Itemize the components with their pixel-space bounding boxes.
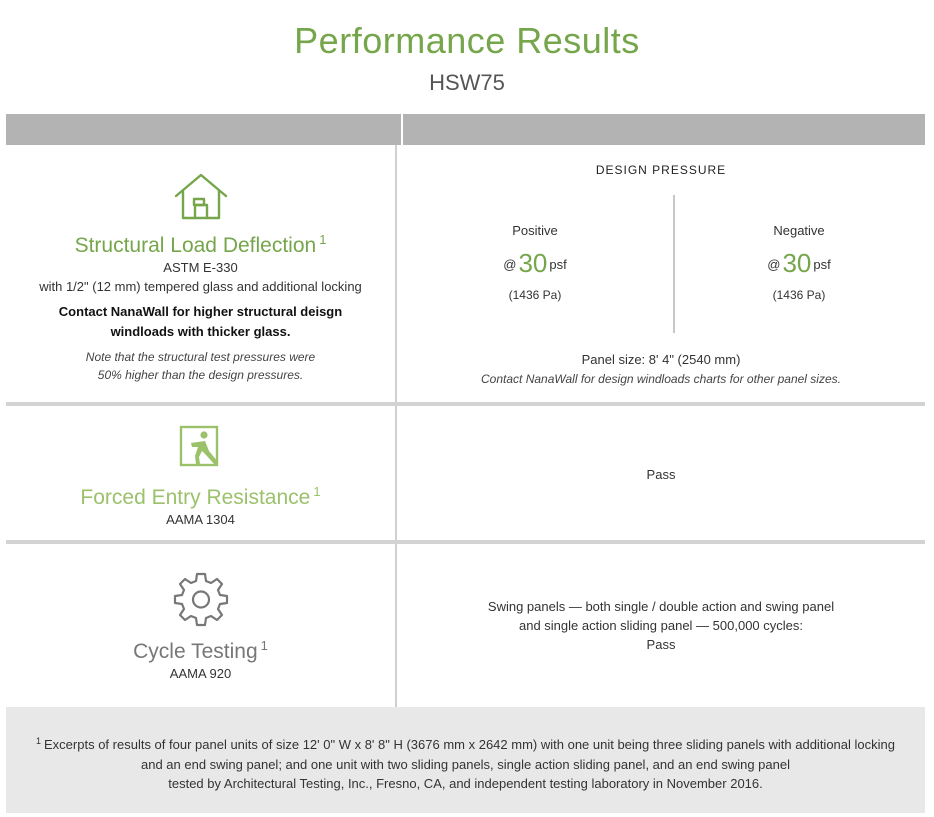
gear-icon (172, 570, 230, 628)
footnote-line-3: tested by Architectural Testing, Inc., Fresno, CA, and independent testing laboratory in November 2016. (168, 776, 763, 791)
cycle-left-cell (6, 570, 395, 683)
cycle-result-2: and single action sliding panel — 500,000 cycles: (518, 618, 803, 633)
cycle-result-3: Pass (646, 637, 676, 652)
page-subtitle: HSW75 (429, 70, 505, 95)
house-icon (172, 172, 230, 222)
forced-entry-result: Pass (646, 467, 676, 482)
panel-size: Panel size: 8' 4" (2540 mm) (581, 352, 741, 367)
table-header-bar (6, 114, 925, 145)
cycle-result-1: Swing panels — both single / double action and swing panel (487, 599, 835, 614)
cycle-title: Cycle Testing $^1$ (133, 638, 268, 663)
negative-pressure (699, 223, 899, 302)
structural-left-cell (6, 172, 395, 384)
footnote-line-2: and an end swing panel; and one unit with two sliding panels, single action sliding panel, and an end swing panel (140, 756, 790, 772)
positive-label: Positive (512, 223, 558, 238)
forced-entry-left-cell (6, 424, 395, 529)
row-separator (6, 402, 925, 406)
negative-value: @30 psf (767, 248, 831, 278)
positive-value: @30 psf (503, 248, 567, 278)
pressure-divider (673, 195, 675, 333)
forced-entry-standard: AAMA 1304 (166, 512, 235, 527)
structural-standard: ASTM E-330 (163, 260, 238, 275)
cycle-standard: AAMA 920 (169, 666, 232, 681)
negative-label: Negative (773, 223, 825, 238)
forced-entry-icon (178, 424, 224, 472)
structural-contact-1: Contact NanaWall for higher structural deisgn (58, 304, 343, 319)
structural-note-1: Note that the structural test pressures were (85, 350, 316, 364)
structural-title: Structural Load Deflection $^1$ (74, 232, 327, 257)
design-pressure-heading: DESIGN PRESSURE (595, 163, 727, 177)
structural-note-2: 50% higher than the design pressures. (97, 368, 304, 382)
row-separator (6, 540, 925, 544)
positive-pa: (1436 Pa) (508, 288, 562, 302)
positive-pressure (435, 223, 635, 302)
structural-contact-2: windloads with thicker glass. (110, 324, 291, 339)
page-title: Performance Results (294, 20, 640, 61)
footnote-line-1: $^1$ Excerpts of results of four panel units of size 12' 0" W x 8' 8" H (3676 mm x 2642 mm) with one unit being three sliding panels with additional locking (36, 736, 895, 752)
footnote (6, 707, 925, 813)
header-divider (401, 114, 403, 145)
panel-size-contact: Contact NanaWall for design windloads charts for other panel sizes. (481, 372, 841, 386)
forced-entry-result-cell (397, 465, 925, 484)
structural-description: with 1/2" (12 mm) tempered glass and additional locking (39, 279, 362, 294)
negative-pa: (1436 Pa) (772, 288, 826, 302)
cycle-result-cell (397, 597, 925, 654)
forced-entry-title: Forced Entry Resistance $^1$ (80, 484, 321, 509)
design-pressure-cell (397, 145, 925, 402)
